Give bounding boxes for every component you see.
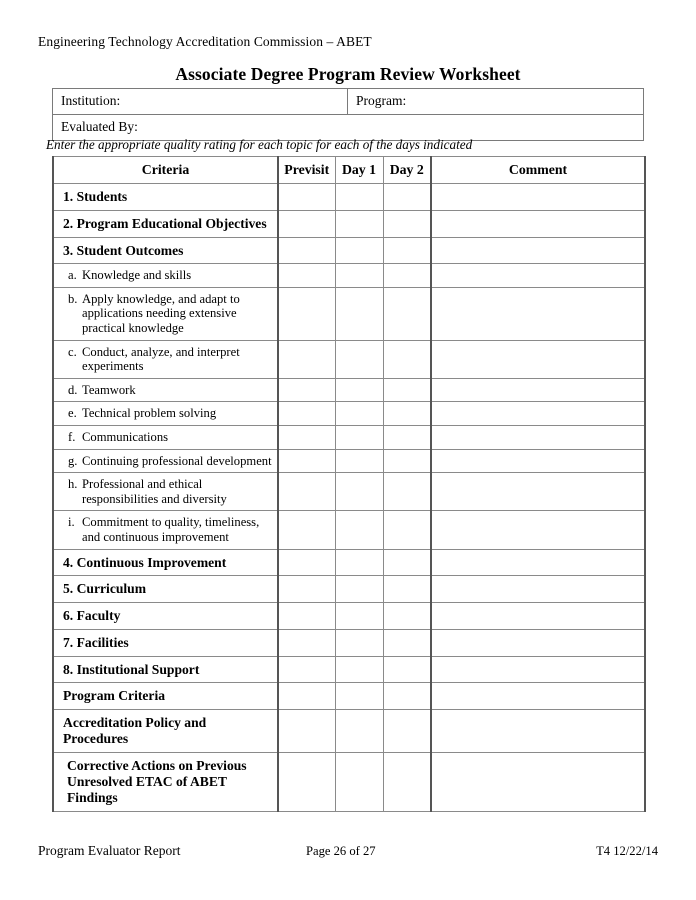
day2-cell[interactable]: [383, 449, 431, 473]
day2-cell[interactable]: [383, 710, 431, 753]
comment-cell[interactable]: [431, 473, 645, 511]
day2-cell[interactable]: [383, 402, 431, 426]
column-header-previsit: Previsit: [278, 157, 335, 184]
previsit-cell[interactable]: [278, 629, 335, 656]
day1-cell[interactable]: [335, 511, 383, 549]
criteria-label: Accreditation Policy and Procedures: [63, 715, 207, 746]
criteria-cell: [53, 576, 278, 603]
previsit-cell[interactable]: [278, 402, 335, 426]
criteria-marker: e.: [68, 406, 77, 421]
criteria-marker: a.: [68, 268, 77, 283]
day1-cell[interactable]: [335, 340, 383, 378]
criteria-label: Continuing professional development: [82, 453, 272, 468]
criteria-label: Professional and ethical responsibilities and diversity: [82, 477, 227, 506]
criteria-cell: [53, 184, 278, 211]
previsit-cell[interactable]: [278, 340, 335, 378]
day1-cell[interactable]: [335, 402, 383, 426]
criteria-cell: [53, 683, 278, 710]
criteria-label: Teamwork: [82, 382, 136, 397]
day1-cell[interactable]: [335, 603, 383, 630]
criteria-marker: f.: [68, 430, 76, 445]
day2-cell[interactable]: [383, 473, 431, 511]
criteria-cell: [53, 449, 278, 473]
day2-cell[interactable]: [383, 210, 431, 237]
previsit-cell[interactable]: [278, 210, 335, 237]
header-row: [53, 157, 645, 184]
table-row: [53, 237, 645, 264]
criteria-cell: [53, 603, 278, 630]
table-row: [53, 402, 645, 426]
table-row: [53, 511, 645, 549]
criteria-label: Program Criteria: [63, 688, 166, 704]
previsit-cell[interactable]: [278, 449, 335, 473]
criteria-label: Corrective Actions on Previous Unresolved ETAC of ABET Findings: [67, 757, 247, 805]
table-header: [53, 157, 645, 184]
criteria-marker: d.: [68, 382, 78, 397]
previsit-cell[interactable]: [278, 576, 335, 603]
day2-cell[interactable]: [383, 603, 431, 630]
day1-cell[interactable]: [335, 210, 383, 237]
previsit-cell[interactable]: [278, 287, 335, 340]
previsit-cell[interactable]: [278, 656, 335, 683]
instruction-text: Enter the appropriate quality rating for each topic for each of the days indicated: [46, 137, 473, 152]
criteria-cell: [53, 340, 278, 378]
criteria-label: Commitment to quality, timeliness, and continuous improvement: [82, 515, 260, 545]
criteria-label: Technical problem solving: [82, 406, 217, 421]
criteria-label: 3. Student Outcomes: [63, 242, 184, 258]
criteria-marker: c.: [68, 344, 77, 359]
table-row: [53, 549, 645, 576]
table-row: [53, 576, 645, 603]
previsit-cell[interactable]: [278, 237, 335, 264]
footer-revision: T4 12/22/14: [596, 844, 658, 858]
table-row: [53, 89, 644, 115]
footer-page-number: Page 26 of 27: [306, 844, 376, 858]
criteria-rating-table: [52, 156, 646, 812]
table-row: [53, 752, 645, 811]
table-row: [53, 449, 645, 473]
criteria-cell: [53, 287, 278, 340]
day1-cell[interactable]: [335, 683, 383, 710]
criteria-label: 7. Facilities: [63, 634, 129, 650]
program-field[interactable]: [348, 89, 644, 115]
criteria-cell: [53, 210, 278, 237]
comment-cell[interactable]: [431, 378, 645, 402]
comment-cell[interactable]: [431, 184, 645, 211]
day2-cell[interactable]: [383, 287, 431, 340]
day1-cell[interactable]: [335, 378, 383, 402]
institution-field[interactable]: [53, 89, 348, 115]
column-header-day1: Day 1: [335, 157, 383, 184]
comment-cell[interactable]: [431, 549, 645, 576]
day1-cell[interactable]: [335, 237, 383, 264]
day2-cell[interactable]: [383, 511, 431, 549]
day2-cell[interactable]: [383, 549, 431, 576]
table-row: [53, 340, 645, 378]
criteria-label: Conduct, analyze, and interpret experiments: [82, 344, 240, 374]
previsit-cell[interactable]: [278, 184, 335, 211]
criteria-marker: i.: [68, 515, 75, 530]
day1-cell[interactable]: [335, 264, 383, 288]
criteria-cell: [53, 426, 278, 450]
day1-cell[interactable]: [335, 449, 383, 473]
day2-cell[interactable]: [383, 752, 431, 811]
criteria-cell: [53, 473, 278, 511]
page-title: Associate Degree Program Review Worksheet: [175, 64, 521, 84]
comment-cell[interactable]: [431, 710, 645, 753]
previsit-cell[interactable]: [278, 603, 335, 630]
day1-cell[interactable]: [335, 426, 383, 450]
previsit-cell[interactable]: [278, 752, 335, 811]
comment-cell[interactable]: [431, 752, 645, 811]
evaluated-by-label: Evaluated By:: [61, 119, 138, 134]
previsit-cell[interactable]: [278, 549, 335, 576]
day2-cell[interactable]: [383, 656, 431, 683]
day1-cell[interactable]: [335, 473, 383, 511]
criteria-cell: [53, 710, 278, 753]
day2-cell[interactable]: [383, 629, 431, 656]
criteria-label: 8. Institutional Support: [63, 661, 200, 677]
table-row: [53, 629, 645, 656]
comment-cell[interactable]: [431, 683, 645, 710]
day2-cell[interactable]: [383, 264, 431, 288]
day1-cell[interactable]: [335, 576, 383, 603]
criteria-cell: [53, 378, 278, 402]
comment-cell[interactable]: [431, 264, 645, 288]
criteria-cell: [53, 656, 278, 683]
table-row: [53, 287, 645, 340]
table-body: [53, 184, 645, 812]
table-row: [53, 710, 645, 753]
day1-cell[interactable]: [335, 184, 383, 211]
criteria-cell: [53, 549, 278, 576]
comment-cell[interactable]: [431, 603, 645, 630]
organization-line: Engineering Technology Accreditation Commission – ABET: [38, 34, 372, 49]
criteria-marker: b.: [68, 291, 78, 306]
previsit-cell[interactable]: [278, 426, 335, 450]
criteria-cell: [53, 629, 278, 656]
day1-cell[interactable]: [335, 629, 383, 656]
comment-cell[interactable]: [431, 237, 645, 264]
day1-cell[interactable]: [335, 287, 383, 340]
table-row: [53, 603, 645, 630]
day2-cell[interactable]: [383, 426, 431, 450]
previsit-cell[interactable]: [278, 378, 335, 402]
comment-cell[interactable]: [431, 426, 645, 450]
day2-cell[interactable]: [383, 237, 431, 264]
criteria-cell: [53, 402, 278, 426]
day1-cell[interactable]: [335, 710, 383, 753]
criteria-label: Communications: [82, 430, 169, 445]
table-row: [53, 184, 645, 211]
comment-cell[interactable]: [431, 629, 645, 656]
previsit-cell[interactable]: [278, 511, 335, 549]
table-row: [53, 683, 645, 710]
criteria-label: Apply knowledge, and adapt to applications needing extensive practical knowledge: [82, 291, 240, 336]
comment-cell[interactable]: [431, 210, 645, 237]
comment-cell[interactable]: [431, 340, 645, 378]
day1-cell[interactable]: [335, 656, 383, 683]
previsit-cell[interactable]: [278, 264, 335, 288]
criteria-label: Knowledge and skills: [82, 268, 192, 283]
comment-cell[interactable]: [431, 449, 645, 473]
day1-cell[interactable]: [335, 549, 383, 576]
day2-cell[interactable]: [383, 683, 431, 710]
table-row: [53, 210, 645, 237]
comment-cell[interactable]: [431, 402, 645, 426]
criteria-cell: [53, 237, 278, 264]
comment-cell[interactable]: [431, 576, 645, 603]
institution-label: Institution:: [61, 93, 121, 108]
program-label: Program:: [356, 93, 407, 108]
institution-info-table: [52, 88, 644, 141]
footer-report-name: Program Evaluator Report: [38, 843, 181, 858]
column-header-comment: Comment: [431, 157, 645, 184]
criteria-label: 6. Faculty: [63, 608, 121, 624]
table-row: [53, 264, 645, 288]
criteria-label: 4. Continuous Improvement: [63, 554, 227, 570]
criteria-cell: [53, 264, 278, 288]
table-row: [53, 473, 645, 511]
criteria-cell: [53, 511, 278, 549]
table-row: [53, 656, 645, 683]
criteria-cell: [53, 752, 278, 811]
previsit-cell[interactable]: [278, 473, 335, 511]
comment-cell[interactable]: [431, 511, 645, 549]
day2-cell[interactable]: [383, 340, 431, 378]
criteria-label: 2. Program Educational Objectives: [63, 215, 267, 231]
criteria-marker: h.: [68, 477, 78, 492]
criteria-label: 5. Curriculum: [63, 581, 147, 597]
day2-cell[interactable]: [383, 184, 431, 211]
comment-cell[interactable]: [431, 656, 645, 683]
column-header-day2: Day 2: [383, 157, 431, 184]
table-row: [53, 426, 645, 450]
comment-cell[interactable]: [431, 287, 645, 340]
criteria-label: 1. Students: [63, 189, 128, 204]
column-header-criteria: Criteria: [53, 157, 278, 184]
day2-cell[interactable]: [383, 576, 431, 603]
previsit-cell[interactable]: [278, 683, 335, 710]
day2-cell[interactable]: [383, 378, 431, 402]
day1-cell[interactable]: [335, 752, 383, 811]
table-row: [53, 378, 645, 402]
criteria-marker: g.: [68, 453, 78, 468]
previsit-cell[interactable]: [278, 710, 335, 753]
